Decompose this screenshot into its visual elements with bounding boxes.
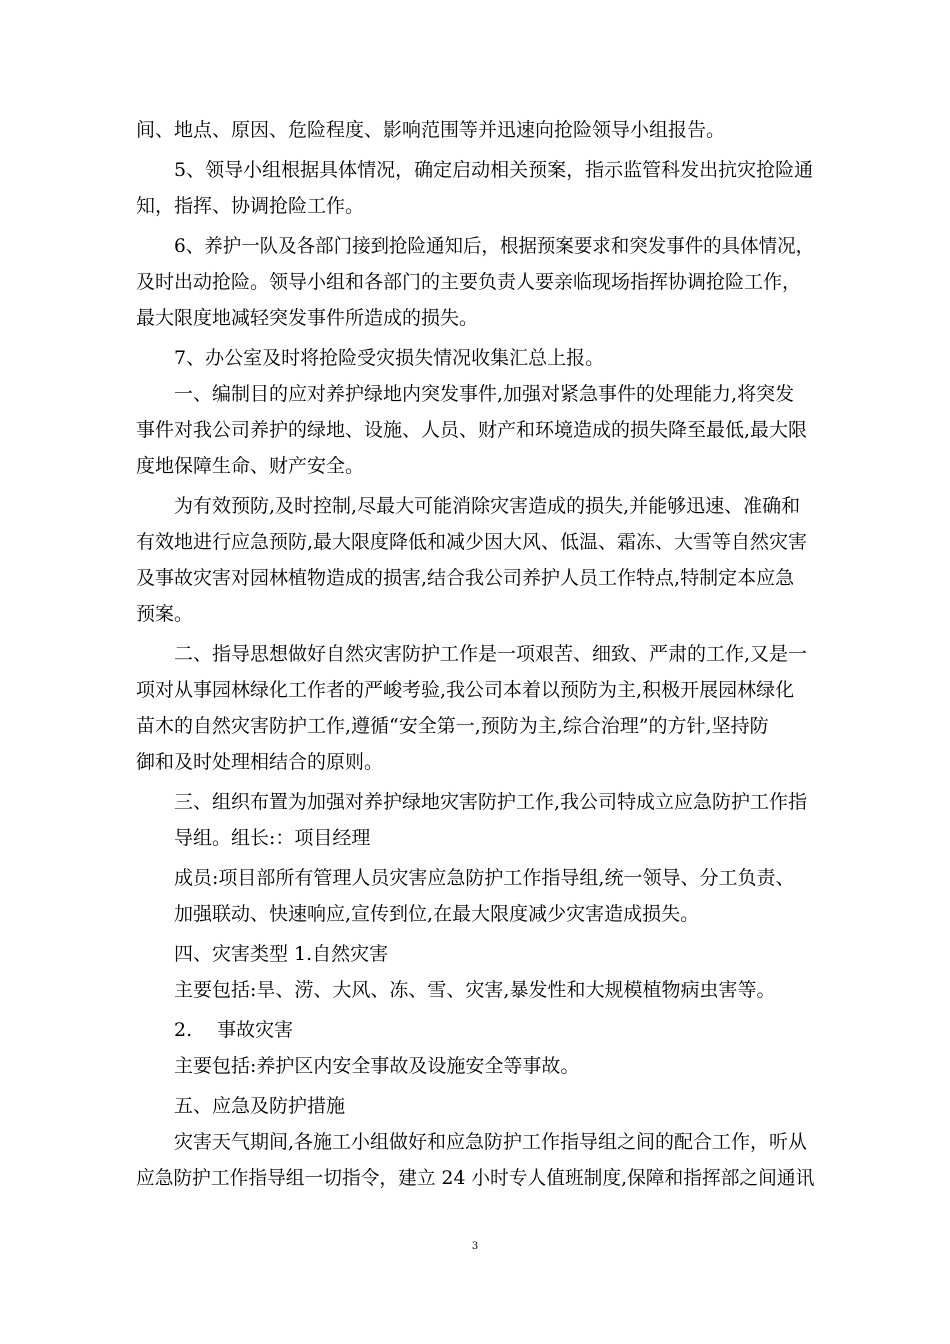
text-line: 有效地进行应急预防,最大限度降低和减少因大风、低温、霜冻、大雪等自然灾害 xyxy=(136,531,808,553)
text-line: 应急防护工作指导组一切指令，建立 24 小时专人值班制度,保障和指挥部之间通讯 xyxy=(136,1167,815,1189)
text-line: 及时出动抢险。领导小组和各部门的主要负责人要亲临现场指挥协调抢险工作， xyxy=(136,271,802,293)
text-line: 预案。 xyxy=(136,603,194,625)
text-line: 主要包括:养护区内安全事故及设施安全等事故。 xyxy=(174,1055,580,1077)
text-line: 为有效预防,及时控制,尽最大可能消除灾害造成的损失,并能够迅速、准确和 xyxy=(174,495,801,517)
text-line: 知，指挥、协调抢险工作。 xyxy=(136,195,365,217)
text-line: 三、组织布置为加强对养护绿地灾害防护工作,我公司特成立应急防护工作指 xyxy=(174,791,808,813)
text-line: 主要包括:旱、涝、大风、冻、雪、灾害,暴发性和大规模植物病虫害等。 xyxy=(174,979,776,1001)
text-line: 5、领导小组根据具体情况，确定启动相关预案，指示监管科发出抗灾抢险通 xyxy=(174,159,814,181)
text-line: 最大限度地减轻突发事件所造成的损失。 xyxy=(136,307,479,329)
text-line: 度地保障生命、财产安全。 xyxy=(136,455,365,477)
text-line: 2. 事故灾害 xyxy=(174,1019,294,1041)
text-line: 灾害天气期间,各施工小组做好和应急防护工作指导组之间的配合工作，听从 xyxy=(174,1131,808,1153)
text-line: 五、应急及防护措施 xyxy=(174,1095,346,1117)
text-line: 导组。组长:：项目经理 xyxy=(174,827,371,849)
text-line: 四、灾害类型 1.自然灾害 xyxy=(174,943,389,965)
text-line: 事件对我公司养护的绿地、设施、人员、财产和环境造成的损失降至最低,最大限 xyxy=(136,419,808,441)
text-line: 7、办公室及时将抢险受灾损失情况收集汇总上报。 xyxy=(174,347,605,369)
text-line: 及事故灾害对园林植物造成的损害,结合我公司养护人员工作特点,特制定本应急 xyxy=(136,567,795,589)
text-line: 御和及时处理相结合的原则。 xyxy=(136,751,384,773)
text-line: 成员:项目部所有管理人员灾害应急防护工作指导组,统一领导、分工负责、 xyxy=(174,867,795,889)
page-number: 3 xyxy=(471,1241,479,1252)
text-line: 苗木的自然灾害防护工作,遵循“安全第一,预防为主,综合治理”的方针,坚持防 xyxy=(136,715,769,737)
text-line: 加强联动、快速响应,宣传到位,在最大限度减少灾害造成损失。 xyxy=(174,903,700,925)
text-line: 二、指导思想做好自然灾害防护工作是一项艰苦、细致、严肃的工作,又是一 xyxy=(174,643,808,665)
text-line: 项对从事园林绿化工作者的严峻考验,我公司本着以预防为主,积极开展园林绿化 xyxy=(136,679,795,701)
text-line: 6、养护一队及各部门接到抢险通知后，根据预案要求和突发事件的具体情况， xyxy=(174,235,815,257)
text-line: 一、编制目的应对养护绿地内突发事件,加强对紧急事件的处理能力,将突发 xyxy=(174,383,795,405)
text-line: 间、地点、原因、危险程度、影响范围等并迅速向抢险领导小组报告。 xyxy=(136,119,726,141)
